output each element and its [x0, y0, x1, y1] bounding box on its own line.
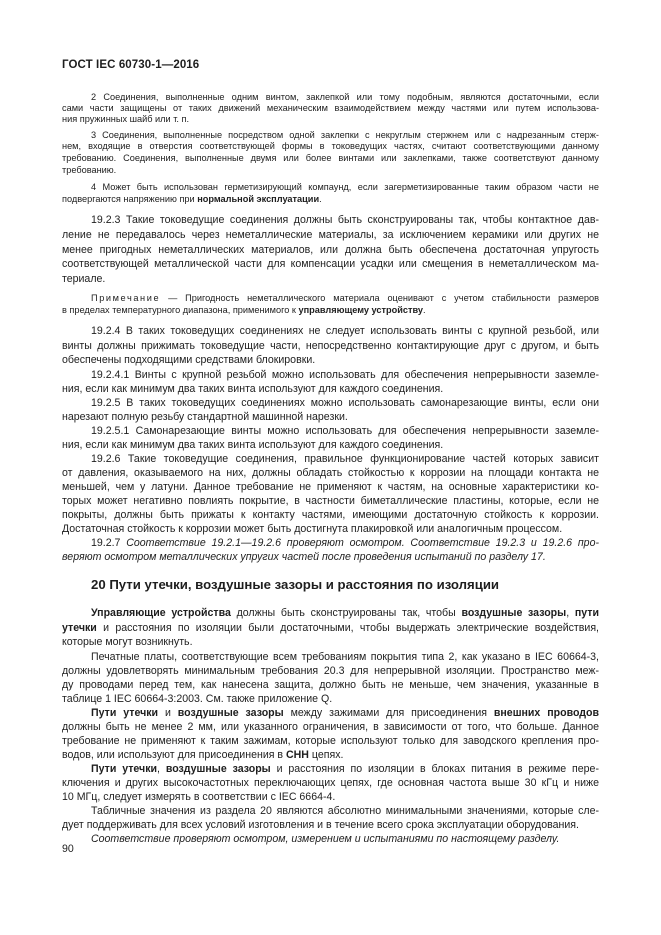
text-line: ление не передавалось через неметаллические материалы, за исключением керамики или других не — [62, 229, 599, 241]
text-line: 4 Может быть использован герметизирующий компаунд, если загерметизированные таким образом части не — [91, 182, 599, 192]
text-line: менее пригодных неметаллических материалов, или должна быть обеспечена достаточная упругость — [62, 244, 599, 256]
page-number: 90 — [62, 843, 74, 855]
document-header: ГОСТ IEC 60730-1—2016 — [62, 59, 200, 71]
text-line: требованию. — [62, 165, 117, 175]
text-line: териале. — [62, 273, 106, 285]
text-line: в пределах температурного диапазона, применимого к управляющему устройству. — [62, 305, 426, 315]
text-line: веряют осмотром металлических упругих частей после проведения испытаний по разделу 17. — [62, 551, 546, 563]
text-line: сами части защищены от таких движений механическим взаимодействием между частями или путем использова- — [62, 103, 599, 113]
text-line: 2 Соединения, выполненные одним винтом, заклепкой или тому подобным, являются достаточными, если — [91, 92, 599, 102]
text-line: 10 МГц, следует измерять в соответствии с IEC 6664-4. — [62, 791, 336, 803]
text-line: Соответствие проверяют осмотром, измерением и испытаниями по настоящему разделу. — [91, 833, 560, 845]
text-line: Табличные значения из раздела 20 являются абсолютно минимальными значениями, которые сле- — [91, 805, 599, 817]
text-line: ключения и других высокочастотных переключающих цепях, где основная частота выше 30 кГц и ниже — [62, 777, 599, 789]
text-line: водов, или используют для присоединения в СНН цепях. — [62, 749, 344, 761]
text-line: 19.2.4 В таких токоведущих соединениях не следует использовать винты с крупной резьбой, или — [91, 325, 599, 337]
text-line: Пути утечки, воздушные зазоры и расстояния по изоляции в блоках питания в режиме пере- — [91, 763, 599, 775]
text-line: требование не применяют к таким зажимам, которые используют только для заводского крепления про- — [62, 735, 599, 747]
text-line: должны быть не менее 2 мм, или указанного ограничения, в зависимости от того, что больше. Данное — [62, 721, 599, 733]
text-line: Примечание — Пригодность неметаллического материала оценивают с учетом стабильности размеров — [91, 293, 599, 303]
text-line: 19.2.3 Такие токоведущие соединения должны быть сконструированы так, чтобы контактное дав- — [91, 214, 599, 226]
text-line: торых может негативно повлиять покрытие, в частности биметаллические пластины, которые, если не — [62, 495, 599, 507]
text-line: Управляющие устройства должны быть сконструированы так, чтобы воздушные зазоры, пути — [91, 607, 599, 619]
text-line: 19.2.5.1 Самонарезающие винты можно использовать для обеспечения непрерывности заземле- — [91, 425, 599, 437]
text-line: винты должны прижимать токоведущие части, непосредственно контактирующие друг с другом, и быть — [62, 340, 599, 352]
text-line: от давления, оказываемого на них, должны обладать стойкостью к коррозии на площади контакта не — [62, 467, 599, 479]
text-line: меньшей, чем у латуни. Данное требование не применяют к частям, на основные характеристики ко- — [62, 481, 599, 493]
text-line: которые могут возникнуть. — [62, 636, 193, 648]
text-line: нарезают полную резьбу стандартной машинной нарезки. — [62, 411, 348, 423]
text-line: подвергаются напряжению при нормальной эксплуатации. — [62, 194, 322, 204]
text-line: соответствующей металлической части для компенсации усадки или смещения в неметаллическом ма- — [62, 258, 599, 270]
text-line: обеспечены подходящими средствами блокировки. — [62, 354, 316, 366]
text-line: нем, входящие в отверстия соответствующей формы в токоведущих частях, считают соответствующими данному — [62, 141, 599, 151]
text-line: 19.2.4.1 Винты с крупной резьбой можно использовать для обеспечения непрерывности заземле- — [91, 369, 599, 381]
text-line: ду проводами перед тем, как нанесена защита, должно быть не меньше, чем значения, указанные в — [62, 679, 599, 691]
text-line: должны удовлетворять минимальным требования 20.3 для непрерывной изоляции. Пространство меж- — [62, 665, 599, 677]
text-line: утечки и расстояния по изоляции были достаточными, чтобы выдержать электрические воздействия, — [62, 622, 599, 634]
text-line: 19.2.5 В таких токоведущих соединениях можно использовать самонарезающие винты, если они — [91, 397, 599, 409]
text-line: ния, если как минимум два таких винта используют для каждого соединения. — [62, 383, 444, 395]
text-line: покрыты, должны быть прижаты к контакту частями, имеющими достаточную стойкость к коррозии. — [62, 509, 599, 521]
text-line: Пути утечки и воздушные зазоры между зажимами для присоединения внешних проводов — [91, 707, 599, 719]
text-line: дует поддерживать для всех условий изготовления и в течение всего срока эксплуатации оборудования. — [62, 819, 579, 831]
text-line: таблице 1 IEC 60664-3:2003. См. также приложение Q. — [62, 693, 333, 705]
text-line: ния, если как минимум два таких винта используют для каждого соединения. — [62, 439, 444, 451]
text-line: Печатные платы, соответствующие всем требованиям покрытия типа 2, как указано в IEC 60664-3, — [91, 651, 599, 663]
text-line: Достаточная стойкость к коррозии может быть достигнута плакировкой или аналогичным процессом. — [62, 523, 563, 535]
text-line: 3 Соединения, выполненные посредством одной заклепки с некруглым стержнем или с надрезанным стерж- — [91, 130, 599, 140]
text-line: требованию. Соединения, выполненные двумя или более винтами или заклепками, также соответствуют данному — [62, 153, 599, 163]
text-line: 19.2.6 Такие токоведущие соединения, правильное функционирование частей которых зависит — [91, 453, 599, 465]
text-line: 19.2.7 Соответствие 19.2.1—19.2.6 проверяют осмотром. Соответствие 19.2.3 и 19.2.6 про- — [91, 537, 599, 549]
text-line: ния пружинных шайб или т. п. — [62, 114, 190, 124]
section-title: 20 Пути утечки, воздушные зазоры и расстояния по изоляции — [91, 577, 500, 592]
